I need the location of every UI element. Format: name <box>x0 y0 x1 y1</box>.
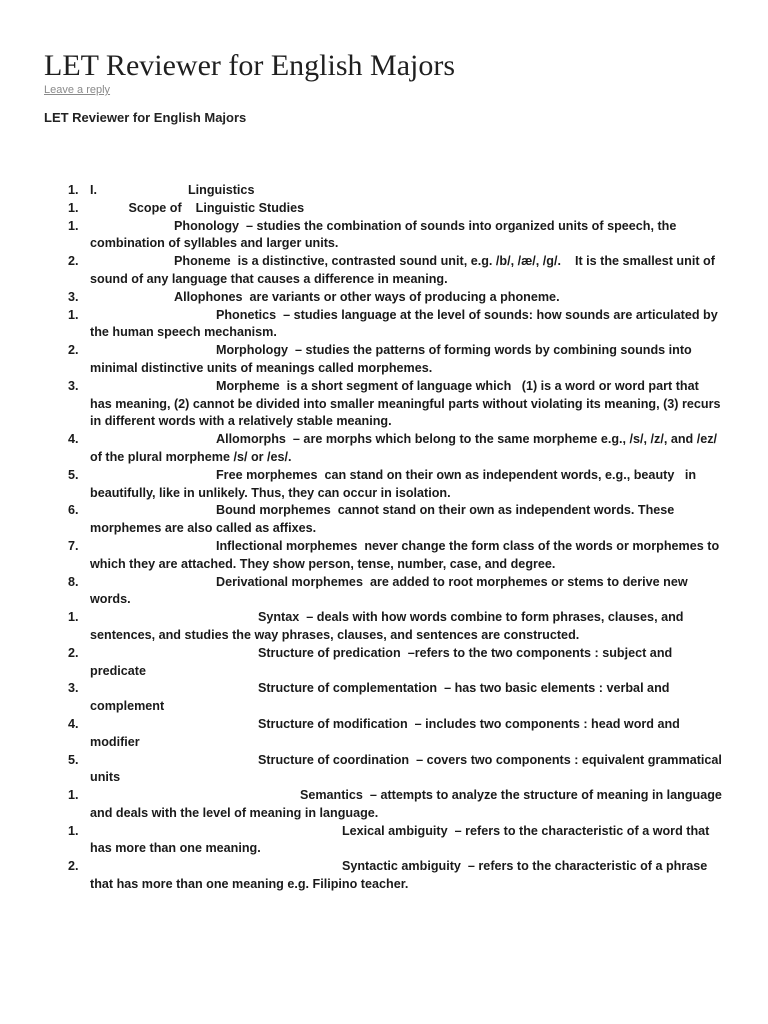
list-item <box>0 609 722 645</box>
list-item <box>0 538 722 574</box>
post-subtitle: LET Reviewer for English Majors <box>44 110 247 125</box>
list-item <box>0 467 722 503</box>
list-item-number: 4. <box>68 716 79 731</box>
list-item-text: Structure of complementation – has two basic elements : verbal and complement <box>90 681 673 714</box>
list-item-number: 6. <box>68 503 79 518</box>
list-item-number: 1. <box>68 183 79 197</box>
list-item <box>0 431 722 467</box>
list-item-number: 1. <box>68 218 79 233</box>
list-item-text: Phonetics – studies language at the level of sounds: how sounds are articulated by the human speech mechanism. <box>90 307 722 340</box>
list-item-number: 3. <box>68 681 79 696</box>
list-item-text: Scope of Linguistic Studies <box>90 200 305 215</box>
list-item-number: 7. <box>68 538 79 553</box>
list-item-text: Semantics – attempts to analyze the structure of meaning in language and deals with the level of meaning in language. <box>90 788 726 820</box>
list-item-number: 2. <box>68 254 79 269</box>
list-item-number: 5. <box>68 752 79 767</box>
list-item-text: Syntax – deals with how words combine to form phrases, clauses, and sentences, and studies the way phrases, clauses, and sentences are constructed. <box>90 610 687 642</box>
list-item <box>0 182 722 200</box>
list-item-number: 3. <box>68 378 79 393</box>
leave-reply-link[interactable]: Leave a reply <box>44 84 111 96</box>
list-item-text: Structure of predication –refers to the two components : subject and predicate <box>90 645 676 678</box>
list-item-number: 1. <box>68 610 79 625</box>
list-item-text: Bound morphemes cannot stand on their own as independent words. These morphemes are also called as affixes. <box>90 503 678 536</box>
list-item-number: 1. <box>68 307 79 322</box>
list-item <box>0 752 726 788</box>
list-item <box>0 645 722 681</box>
list-item-text: Derivational morphemes are added to root morphemes or stems to derive new words. <box>90 574 692 607</box>
list-item-text: Allomorphs – are morphs which belong to the same morpheme e.g., /s/, /z/, and /ez/ of the plural morpheme /s/ or /es/. <box>90 432 721 464</box>
list-item-number: 5. <box>68 467 79 482</box>
list-item-text: I. Linguistics <box>90 183 255 197</box>
list-item-number: 2. <box>68 859 79 874</box>
list-item-text: Inflectional morphemes never change the form class of the words or morphemes to which they are attached. They show person, tense, number, case, and degree. <box>90 538 723 571</box>
list-item-number: 1. <box>68 200 79 215</box>
list-item <box>0 289 722 307</box>
list-item-text: Structure of coordination – covers two components : equivalent grammatical units <box>90 752 726 785</box>
list-item <box>0 716 722 752</box>
list-item-text: Phoneme is a distinctive, contrasted sound unit, e.g. /b/, /æ/, /g/. It is the smallest unit of sound of any language that causes a difference in meaning. <box>90 254 719 286</box>
list-item-text: Free morphemes can stand on their own as independent words, e.g., beauty in beautifully, like in unlikely. Thus, they can occur in isolation. <box>90 467 700 500</box>
list-item-number: 3. <box>68 289 79 304</box>
list-item-text: Syntactic ambiguity – refers to the characteristic of a phrase that has more than one meaning e.g. Filipino teacher. <box>90 859 711 892</box>
list-item-text: Morpheme is a short segment of language which (1) is a word or word part that has meaning, (2) cannot be divided into smaller meaningful parts without violating its meaning, (3) recurs in different words with a relatively stable meaning. <box>90 378 724 429</box>
list-item-text: Allophones are variants or other ways of producing a phoneme. <box>90 289 560 304</box>
list-item-number: 8. <box>68 574 79 589</box>
list-item <box>0 378 722 431</box>
list-item <box>0 342 722 378</box>
list-item-number: 4. <box>68 432 79 447</box>
list-item <box>0 823 722 859</box>
list-item <box>0 502 722 538</box>
list-item-number: 1. <box>68 823 79 838</box>
list-item <box>0 787 726 823</box>
list-item-number: 2. <box>68 645 79 660</box>
outline-list <box>0 182 768 894</box>
list-item <box>0 253 722 289</box>
list-item <box>0 307 722 343</box>
list-item <box>0 574 722 610</box>
list-item <box>0 200 722 218</box>
list-item-text: Phonology – studies the combination of sounds into organized units of speech, the combination of syllables and larger units. <box>90 218 680 251</box>
list-item <box>0 680 722 716</box>
post-title: LET Reviewer for English Majors <box>44 49 456 82</box>
list-item <box>0 858 722 894</box>
list-item-text: Structure of modification – includes two components : head word and modifier <box>90 716 684 749</box>
list-item-text: Lexical ambiguity – refers to the characteristic of a word that has more than one meaning. <box>90 823 713 856</box>
list-item-number: 1. <box>68 788 79 803</box>
list-item <box>0 218 722 254</box>
list-item-number: 2. <box>68 343 79 358</box>
list-item-text: Morphology – studies the patterns of forming words by combining sounds into minimal distinctive units of meanings called morphemes. <box>90 343 696 375</box>
